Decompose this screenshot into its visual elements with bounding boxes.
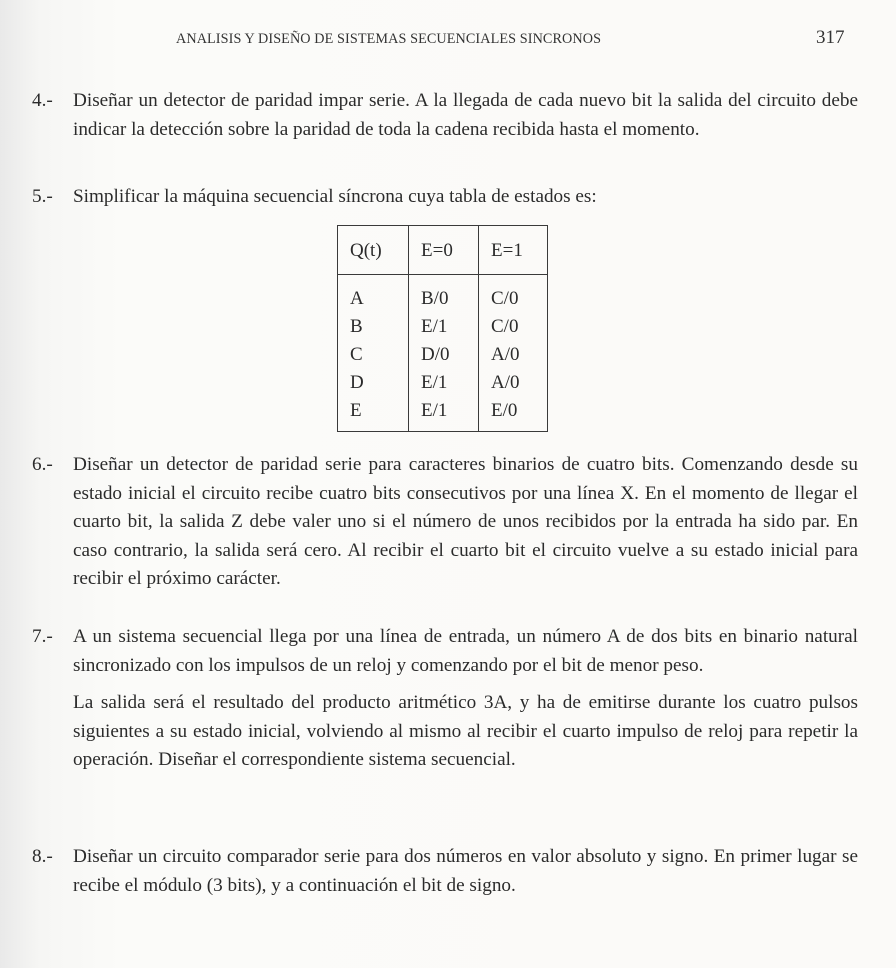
state-table-header-cell: E=1 <box>479 226 548 275</box>
state-cell: C <box>338 341 409 369</box>
state-cell: A <box>338 275 409 314</box>
exercise-paragraph: A un sistema secuencial llega por una línea de entrada, un número A de dos bits en binario natural sincronizado con los impulsos de un reloj y comenzando por el bit de menor peso. <box>73 626 858 676</box>
transition-cell: A/0 <box>479 341 548 369</box>
exercise-paragraph: Diseñar un circuito comparador serie para dos números en valor absoluto y signo. En primer lugar se recibe el módulo (3 bits), y a continuación el bit de signo. <box>73 846 858 896</box>
state-table-row <box>338 369 548 397</box>
exercise-6 <box>32 451 858 594</box>
exercise-number: 4.- <box>32 90 53 111</box>
running-header-title: ANALISIS Y DISEÑO DE SISTEMAS SECUENCIALES SINCRONOS <box>176 31 602 47</box>
state-table <box>337 225 548 432</box>
exercise-4 <box>32 87 858 144</box>
exercise-number: 6.- <box>32 454 53 475</box>
state-table-header-cell: Q(t) <box>338 226 409 275</box>
state-cell: E <box>338 397 409 432</box>
exercise-number: 7.- <box>32 626 53 647</box>
exercise-paragraph: Diseñar un detector de paridad impar serie. A la llegada de cada nuevo bit la salida del circuito debe indicar la detección sobre la paridad de toda la cadena recibida hasta el momento. <box>73 90 858 140</box>
exercise-body <box>73 87 858 144</box>
state-table-header-cell: E=0 <box>409 226 479 275</box>
transition-cell: E/0 <box>479 397 548 432</box>
state-cell: D <box>338 369 409 397</box>
exercise-body <box>73 623 858 775</box>
exercise-body <box>73 183 858 212</box>
exercise-7 <box>32 623 858 775</box>
transition-cell: D/0 <box>409 341 479 369</box>
exercise-number: 8.- <box>32 846 53 867</box>
exercise-5 <box>32 183 858 212</box>
transition-cell: E/1 <box>409 397 479 432</box>
exercise-body <box>73 843 858 900</box>
transition-cell: C/0 <box>479 275 548 314</box>
state-table-row <box>338 275 548 314</box>
state-table-row <box>338 313 548 341</box>
transition-cell: E/1 <box>409 313 479 341</box>
state-table-row <box>338 341 548 369</box>
transition-cell: B/0 <box>409 275 479 314</box>
transition-cell: A/0 <box>479 369 548 397</box>
transition-cell: E/1 <box>409 369 479 397</box>
state-table-row <box>338 397 548 432</box>
page-number: 317 <box>816 27 845 48</box>
state-cell: B <box>338 313 409 341</box>
exercise-paragraph: Diseñar un detector de paridad serie para caracteres binarios de cuatro bits. Comenzando desde su estado inicial el circuito recibe cuatro bits consecutivos por una línea X. En el momento de llegar el cuarto bit, la salida Z debe valer uno si el número de unos recibidos por la entrada ha sido par. En caso contrario, la salida será cero. Al recibir el cuarto bit el circuito vuelve a su estado inicial para recibir el próximo carácter. <box>73 454 858 589</box>
exercise-paragraph: La salida será el resultado del producto aritmético 3A, y ha de emitirse durante los cuatro pulsos siguientes a su estado inicial, volviendo al mismo al recibir el cuarto impulso de reloj para repetir la operación. Diseñar el correspondiente sistema secuencial. <box>73 692 858 770</box>
exercise-8 <box>32 843 858 900</box>
exercise-body <box>73 451 858 594</box>
transition-cell: C/0 <box>479 313 548 341</box>
state-table-header-row <box>338 226 548 275</box>
exercise-number: 5.- <box>32 186 53 207</box>
exercise-paragraph: Simplificar la máquina secuencial síncrona cuya tabla de estados es: <box>73 186 597 207</box>
